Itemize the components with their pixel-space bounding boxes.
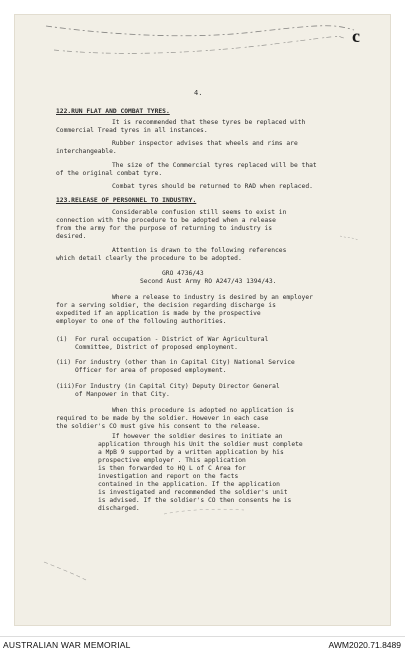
s123-p5-line3: a MpB 9 supported by a written application by his [98,449,284,456]
s123-p5-line7: contained in the application. If the application [98,481,280,488]
section-123-heading: 123.RELEASE OF PERSONNEL TO INDUSTRY. [56,197,197,204]
reference-army-ro: Second Aust Army RO A247/43 1394/43. [140,278,277,285]
s122-p3-line2: of the original combat tyre. [56,170,163,177]
s123-p1-line1: Considerable confusion still seems to exist in [112,209,287,216]
page-number: 4. [194,89,203,97]
reference-gro: GRO 4736/43 [162,270,204,277]
s123-p5-line10: discharged. [98,505,140,512]
s123-p2-line2: which detail clearly the procedure to be adopted. [56,255,242,262]
s122-p2-line1: Rubber inspector advises that wheels and rims are [112,140,298,147]
s123-p5-line5: is then forwarded to HQ L of C Area for [98,465,246,472]
section-122-heading: 122.RUN FLAT AND COMBAT TYRES. [56,108,170,115]
s123-p5-line6: investigation and report on the facts [98,473,239,480]
s123-p4-line3: the soldier's CO must give his consent to the release. [56,423,261,430]
s123-p5-line9: is advised. If the soldier's CO then consents he is [98,497,292,504]
institution-label: AUSTRALIAN WAR MEMORIAL [3,640,131,650]
s123-p3-line1: Where a release to industry is desired by an employer [112,294,313,301]
s123-p5-line8: is investigated and recommended the soldier's unit [98,489,288,496]
s123-p3-line4: employer to one of the following authorities. [56,318,227,325]
s123-p1-line3: from the army for the purpose of returning to industry is [56,225,273,232]
s122-p2-line2: interchangeable. [56,148,117,155]
item-ii-line2: Officer for area of proposed employment. [56,367,227,374]
item-i-line1: (i) For rural occupation - District of War Agricultural [56,336,269,343]
s122-p4-line1: Combat tyres should be returned to RAD when replaced. [112,183,313,190]
archive-footer [0,636,405,654]
item-iii-line2: of Manpower in that City. [56,391,170,398]
s122-p1-line2: Commercial Tread tyres in all instances. [56,127,208,134]
s123-p5-line1: If however the soldier desires to initiate an [112,433,283,440]
s123-p5-line4: prospective employer . This application [98,457,246,464]
s123-p3-line2: for a serving soldier, the decision regarding discharge is [56,302,276,309]
s123-p2-line1: Attention is drawn to the following references [112,247,287,254]
s123-p4-line2: required to be made by the soldier. However in each case [56,415,269,422]
document-page [14,14,391,626]
s123-p1-line4: desired. [56,233,87,240]
s122-p1-line1: It is recommended that these tyres be replaced with [112,119,306,126]
s123-p1-line2: connection with the procedure to be adopted when a release [56,217,276,224]
s122-p3-line1: The size of the Commercial tyres replaced will be that [112,162,317,169]
handwritten-corner-mark: c [352,26,360,46]
s123-p5-line2: application through his Unit the soldier must complete [98,441,303,448]
s123-p4-line1: When this procedure is adopted no application is [112,407,294,414]
item-ii-line1: (ii) For industry (other than in Capital City) National Service [56,359,295,366]
item-i-line2: Committee, District of proposed employment. [56,344,238,351]
reference-number: AWM2020.71.8489 [328,640,401,650]
s123-p3-line3: expedited if an application is made by the prospective [56,310,261,317]
item-iii-line1: (iii)For Industry (in Capital City) Deputy Director General [56,383,280,390]
